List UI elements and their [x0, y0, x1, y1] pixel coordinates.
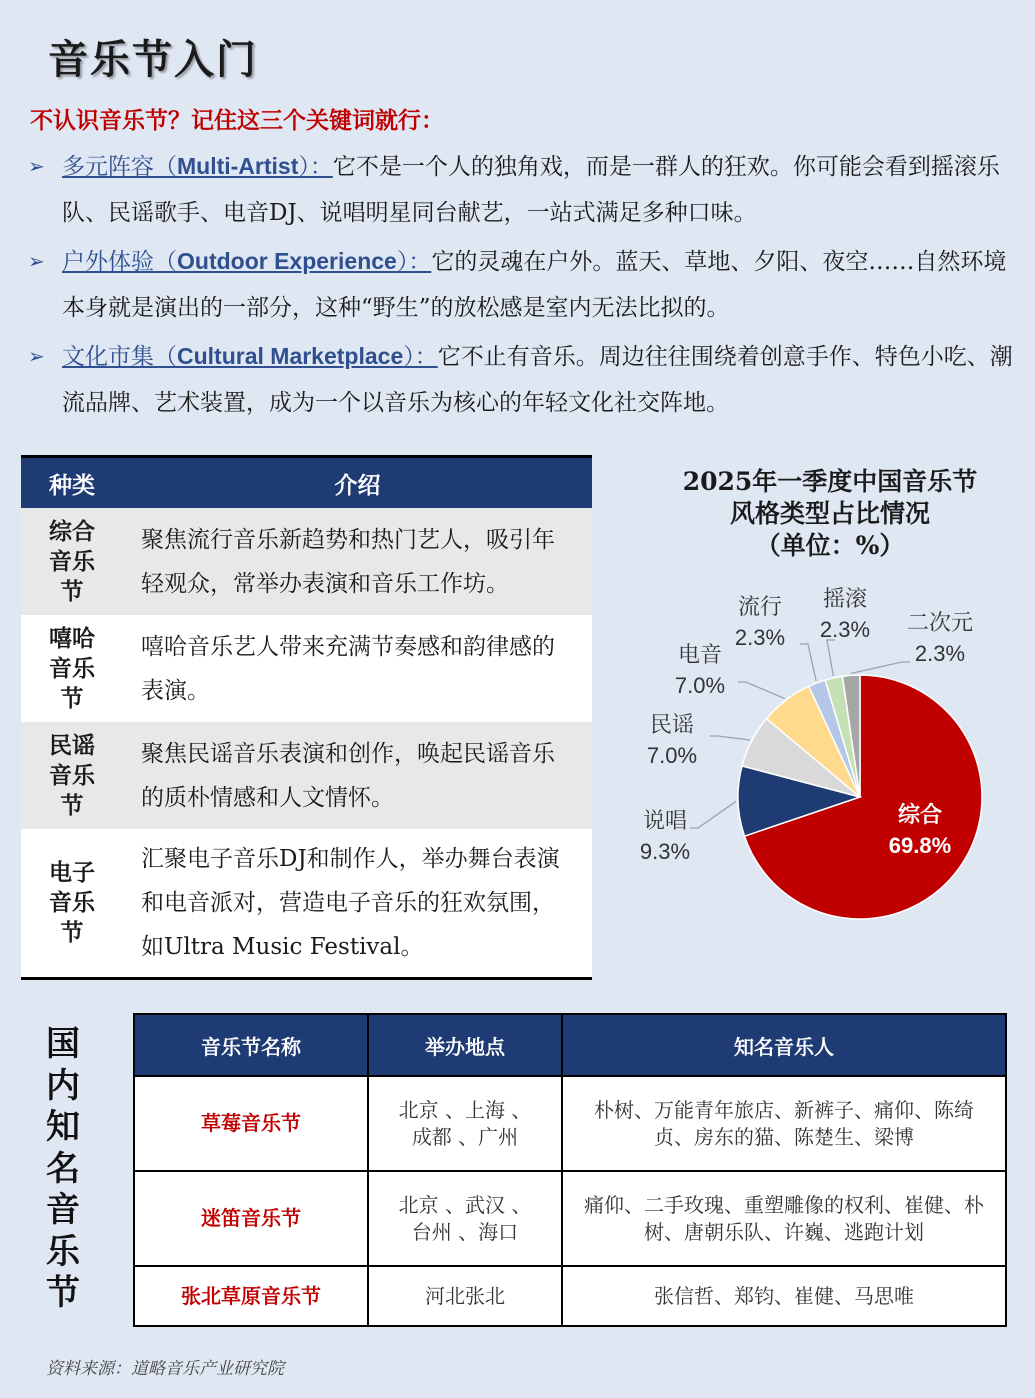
keyword-title-end: ）：	[298, 154, 333, 180]
type-name-text: 电子音乐节	[49, 859, 95, 946]
side-label-char: 国	[46, 1024, 80, 1064]
type-name-text: 嘻哈音乐节	[49, 624, 95, 712]
slice-label: 流行	[737, 595, 783, 620]
column-header: 种类	[21, 457, 123, 509]
slice-value-label: 2.3%	[914, 641, 966, 666]
slice-label: 民谣	[649, 713, 695, 738]
leader-line	[710, 736, 750, 740]
slice-label: 说唱	[642, 809, 688, 834]
arrow-bullet-icon: ➢	[28, 249, 45, 273]
type-name	[21, 508, 123, 615]
festival-table	[133, 1013, 1007, 1327]
table-row	[134, 1076, 1006, 1171]
table-header-row	[21, 457, 592, 509]
table-row	[21, 829, 592, 979]
side-label	[40, 1024, 86, 1315]
column-header: 介绍	[123, 457, 592, 509]
leader-line	[738, 682, 785, 699]
type-name	[21, 829, 123, 979]
slice-value-label: 2.3%	[734, 625, 786, 650]
side-label-char: 音	[46, 1190, 80, 1230]
slice-value-label: 2.3%	[819, 617, 871, 642]
keyword-title: 文化市集（	[62, 344, 177, 370]
festival-name: 草莓音乐节	[134, 1076, 368, 1171]
column-header: 举办地点	[368, 1014, 562, 1076]
side-label-char: 乐	[46, 1231, 80, 1272]
keyword-item	[28, 333, 1018, 426]
leader-line	[851, 662, 910, 673]
festival-place: 河北张北	[368, 1266, 562, 1326]
festival-artists: 痛仰、二手玫瑰、重塑雕像的权利、崔健、朴树、唐朝乐队、许巍、逃跑计划	[562, 1171, 1006, 1266]
side-label-char: 节	[46, 1273, 80, 1313]
leader-line	[827, 640, 835, 676]
arrow-bullet-icon: ➢	[28, 344, 45, 368]
keyword-title-en: Multi-Artist	[177, 153, 299, 179]
slice-value-label: 9.3%	[639, 839, 691, 864]
table-row	[21, 508, 592, 615]
type-name	[21, 722, 123, 829]
page-title: 音乐节入门	[48, 36, 258, 83]
arrow-bullet-icon: ➢	[28, 154, 45, 178]
type-desc: 聚焦民谣音乐表演和创作，唤起民谣音乐的质朴情感和人文情怀。	[123, 722, 592, 829]
keyword-title: 多元阵容（	[62, 154, 177, 180]
table-row	[134, 1266, 1006, 1326]
table-row	[134, 1171, 1006, 1266]
leader-line	[690, 801, 736, 828]
side-label-char: 知	[46, 1107, 80, 1147]
keyword-text: 它不是一个人的独角戏，而是一群人的狂欢。你可能会看到摇滚乐队、民谣歌手、电音DJ、说唱明星同台献艺，一站式满足多种口味。	[62, 154, 1000, 226]
side-label-char: 内	[46, 1065, 80, 1106]
festival-artists: 张信哲、郑钧、崔健、马思唯	[562, 1266, 1006, 1326]
keyword-title-en: Outdoor Experience	[177, 248, 397, 274]
keyword-item	[28, 238, 1018, 331]
slice-label: 综合	[897, 802, 943, 828]
festival-name: 迷笛音乐节	[134, 1171, 368, 1266]
festival-name: 张北草原音乐节	[134, 1266, 368, 1326]
table-row	[21, 615, 592, 722]
page-subtitle: 不认识音乐节？记住这三个关键词就行：	[30, 107, 444, 134]
leader-line	[800, 644, 816, 681]
side-label-text	[40, 1024, 86, 1315]
keyword-text: 它不止有音乐。周边往往围绕着创意手作、特色小吃、潮流品牌、艺术装置，成为一个以音乐为核心的年轻文化社交阵地。	[62, 344, 1013, 416]
festival-type-table	[21, 455, 592, 980]
type-name-text: 民谣音乐节	[49, 731, 95, 819]
side-label-char: 名	[46, 1148, 80, 1189]
keyword-item	[28, 143, 1018, 236]
slice-value-label: 7.0%	[674, 673, 726, 698]
keyword-title: 户外体验（	[62, 249, 177, 275]
keyword-list	[28, 143, 1018, 428]
keyword-text: 它的灵魂在户外。蓝天、草地、夕阳、夜空……自然环境本身就是演出的一部分，这种“野生”的放松感是室内无法比拟的。	[62, 249, 1007, 321]
slice-label: 摇滚	[822, 587, 868, 612]
column-header: 知名音乐人	[562, 1014, 1006, 1076]
keyword-title-end: ）：	[396, 249, 432, 275]
type-desc: 汇聚电子音乐DJ和制作人，举办舞台表演和电音派对，营造电子音乐的狂欢氛围，如Ultra Music Festival。	[123, 829, 592, 979]
chart-title-line: （单位：%）	[755, 531, 905, 560]
chart-title-line: 2025年一季度中国音乐节	[682, 467, 978, 496]
pie-chart	[620, 570, 1020, 940]
keyword-title-end: ）：	[403, 344, 438, 370]
table-header-row	[134, 1014, 1006, 1076]
column-header: 音乐节名称	[134, 1014, 368, 1076]
chart-title	[640, 466, 1020, 562]
type-desc: 嘻哈音乐艺人带来充满节奏感和韵律感的表演。	[123, 615, 592, 722]
festival-place: 北京 、武汉 、台州 、海口	[368, 1171, 562, 1266]
type-desc: 聚焦流行音乐新趋势和热门艺人，吸引年轻观众，常举办表演和音乐工作坊。	[123, 508, 592, 615]
festival-artists: 朴树、万能青年旅店、新裤子、痛仰、陈绮贞、房东的猫、陈楚生、梁博	[562, 1076, 1006, 1171]
type-name-text: 综合音乐节	[49, 517, 95, 605]
keyword-title-en: Cultural Marketplace	[177, 343, 404, 369]
slice-value-label: 7.0%	[646, 743, 698, 768]
slice-label: 二次元	[906, 611, 974, 636]
festival-place: 北京 、上海 、成都 、广州	[368, 1076, 562, 1171]
slice-label: 电音	[677, 643, 723, 668]
slice-value-label: 69.8%	[888, 833, 952, 858]
type-name	[21, 615, 123, 722]
chart-title-line: 风格类型占比情况	[729, 499, 930, 528]
source-note: 资料来源：道略音乐产业研究院	[46, 1359, 284, 1379]
table-row	[21, 722, 592, 829]
